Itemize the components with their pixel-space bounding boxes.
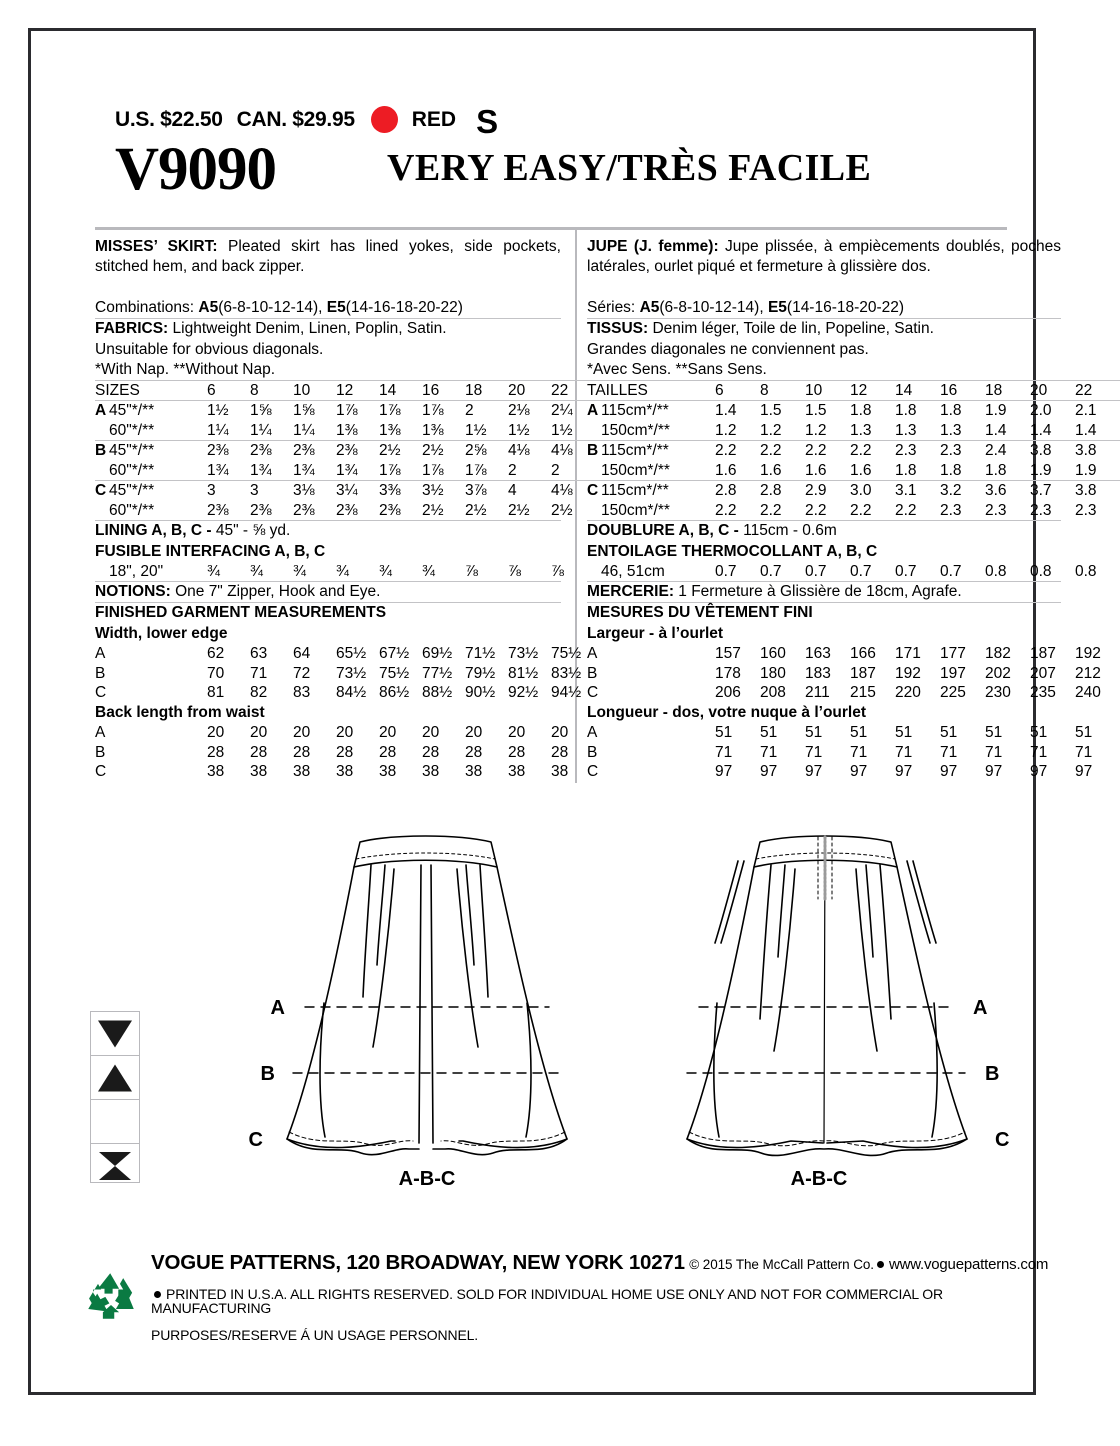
table-row: B 115cm*/** 2.2 2.2 2.2 2.2 2.3 2.3 2.4 3.8 3.8 — [587, 441, 1120, 461]
front-label-c: C — [248, 1129, 263, 1151]
fabric-width: 150cm*/** — [601, 421, 670, 439]
back-label-a: A — [973, 997, 988, 1019]
english-sizes-label: SIZES — [95, 380, 207, 401]
legal-text-1: PRINTED IN U.S.A. ALL RIGHTS RESERVED. SOLD FOR INDIVIDUAL HOME USE ONLY AND NOT FOR COMMERCIAL OR MANUFACTURING — [151, 1285, 943, 1316]
french-interfacing-label: ENTOILAGE THERMOCOLLANT A, B, C — [587, 542, 878, 560]
french-description-label: JUPE (J. femme): — [587, 238, 719, 255]
difficulty-cell-3 — [91, 1100, 139, 1144]
view-letter: B — [587, 442, 599, 460]
english-combo-a5-sizes: (6-8-10-12-14), — [218, 299, 327, 317]
english-column — [95, 237, 582, 782]
table-row: 60"*/** 1¾ 1¾ 1¾ 1¾ 1⅞ 1⅞ 1⅞ 2 2 — [109, 461, 560, 479]
triangle-up-icon — [98, 1064, 132, 1091]
table-row: C 81 82 83 84½ 86½ 88½ 90½ 92½ 94½ — [95, 684, 582, 702]
size-col-8: 20 — [1030, 380, 1075, 401]
english-combo-e5-sizes: (14-16-18-20-22) — [345, 299, 463, 317]
size-col-8: 20 — [508, 380, 551, 401]
view-letter: C — [95, 763, 107, 781]
view-letter: A — [95, 402, 107, 420]
price-us: U.S. $22.50 — [115, 107, 223, 131]
french-combinations — [587, 298, 1061, 318]
size-col-6: 16 — [422, 380, 465, 401]
french-notions-label: MERCERIE: — [587, 583, 674, 601]
size-col-1: 6 — [207, 380, 250, 401]
view-letter: A — [95, 723, 106, 741]
fabric-width: 60"*/** — [109, 501, 155, 519]
english-lining — [95, 520, 561, 541]
english-yardage-table — [95, 380, 594, 521]
table-row: A 45"*/** 1½ 1⅝ 1⅝ 1⅞ 1⅞ 1⅞ 2 2⅛ 2¼ — [95, 401, 594, 421]
recycle-icon — [85, 1271, 137, 1321]
size-col-2: 8 — [760, 380, 805, 401]
table-row: B 71 71 71 71 71 71 71 71 71 — [587, 743, 1093, 761]
hourglass-icon — [98, 1151, 132, 1181]
table-row: 60"*/** 1¼ 1¼ 1¼ 1⅜ 1⅜ 1⅜ 1½ 1½ 1½ — [109, 421, 573, 439]
website-url[interactable]: www.voguepatterns.com — [888, 1256, 1049, 1273]
table-row: 150cm*/** 1.2 1.2 1.2 1.3 1.3 1.3 1.4 1.4 1.4 — [601, 421, 1097, 439]
color-dot-icon — [371, 106, 398, 133]
fabric-width: 115cm*/** — [601, 442, 669, 460]
price-line — [115, 103, 499, 140]
size-col-7: 18 — [985, 380, 1030, 401]
french-column — [587, 237, 1101, 782]
table-header-row — [587, 380, 1120, 401]
difficulty-cell-4 — [91, 1144, 139, 1187]
french-finished-label: MESURES DU VÊTEMENT FINI — [587, 602, 1061, 623]
size-col-9: 22 — [551, 380, 594, 401]
size-col-2: 8 — [250, 380, 293, 401]
french-combo-e5-sizes: (14-16-18-20-22) — [786, 299, 905, 317]
fabric-width: 150cm*/** — [601, 501, 670, 519]
table-row: B 45"*/** 2⅜ 2⅜ 2⅜ 2⅜ 2½ 2½ 2⅝ 4⅛ 4⅛ — [95, 441, 594, 461]
fabric-width: 150cm*/** — [601, 461, 670, 479]
table-row: A 62 63 64 65½ 67½ 69½ 71½ 73½ 75½ — [95, 644, 582, 662]
table-row: C 38 38 38 38 38 38 38 38 38 — [95, 763, 569, 781]
english-description — [95, 237, 561, 277]
legal-text-2: PURPOSES/RESERVE Á UN USAGE PERSONNEL. — [151, 1326, 479, 1343]
footer-line-3 — [151, 1328, 1001, 1342]
table-row: A 51 51 51 51 51 51 51 51 51 — [587, 723, 1093, 741]
table-row: 60"*/** 2⅜ 2⅜ 2⅜ 2⅜ 2⅜ 2½ 2½ 2½ 2½ — [109, 501, 573, 519]
french-notions — [587, 581, 1061, 602]
french-width-table — [587, 644, 1120, 703]
view-letter: C — [95, 482, 107, 500]
english-fabrics-text: Lightweight Denim, Linen, Poplin, Satin. — [168, 320, 447, 338]
interfacing-width: 18", 20" — [109, 562, 164, 580]
english-lining-text: 45" - ⅝ yd. — [215, 522, 291, 540]
size-col-5: 14 — [895, 380, 940, 401]
table-row: B 178 180 183 187 192 197 202 207 212 — [587, 664, 1101, 682]
english-lining-label: LINING A, B, C - — [95, 522, 216, 540]
french-lining-text: 115cm - 0.6m — [743, 522, 837, 540]
header-divider — [95, 227, 1007, 230]
view-letter: B — [587, 743, 598, 761]
french-notions-text: 1 Fermeture à Glissière de 18cm, Agrafe. — [673, 583, 962, 601]
table-row: C 206 208 211 215 220 225 230 235 240 — [587, 684, 1101, 702]
french-fabrics-text: Denim léger, Toile de lin, Popeline, Satin. — [648, 320, 934, 338]
french-interfacing-table — [587, 562, 1120, 582]
english-notions-label: NOTIONS: — [95, 583, 171, 601]
fabric-width: 60"*/** — [109, 461, 155, 479]
size-col-4: 12 — [850, 380, 895, 401]
fabric-width: 115cm*/** — [601, 402, 669, 420]
english-combinations — [95, 298, 561, 318]
english-interfacing-table — [95, 562, 594, 582]
fabric-width: 45"*/** — [109, 402, 155, 420]
english-finished-label: FINISHED GARMENT MEASUREMENTS — [95, 602, 561, 623]
table-row: 150cm*/** 2.2 2.2 2.2 2.2 2.2 2.3 2.3 2.3 2.3 — [601, 501, 1097, 519]
english-notions-text: One 7" Zipper, Hook and Eye. — [170, 583, 381, 601]
size-col-1: 6 — [715, 380, 760, 401]
french-length-label: Longueur - dos, votre nuque à l’ourlet — [587, 703, 867, 721]
view-letter: A — [95, 644, 106, 662]
english-fabrics-note: Unsuitable for obvious diagonals. — [95, 340, 324, 358]
french-combo-a5-sizes: (6-8-10-12-14), — [659, 299, 768, 317]
view-letter: C — [587, 684, 599, 702]
fabric-width: 60"*/** — [109, 421, 155, 439]
title-row — [115, 136, 997, 203]
french-combinations-label: Séries: — [587, 299, 640, 317]
table-row: B 28 28 28 28 28 28 28 28 28 — [95, 743, 569, 761]
copyright-notice: © 2015 The McCall Pattern Co. — [689, 1257, 874, 1272]
bullet-dot-icon-2 — [154, 1291, 161, 1298]
front-view-caption: A-B-C — [398, 1168, 456, 1190]
french-lining-label: DOUBLURE A, B, C - — [587, 522, 744, 540]
footer-line-1 — [151, 1251, 1049, 1274]
french-fabrics — [587, 318, 1061, 339]
envelope-inner — [63, 31, 1101, 1392]
size-col-3: 10 — [805, 380, 850, 401]
english-length-table — [95, 723, 594, 782]
company-address: VOGUE PATTERNS, 120 BROADWAY, NEW YORK 10271 — [151, 1251, 685, 1274]
view-letter: B — [95, 664, 106, 682]
french-description — [587, 237, 1061, 277]
size-col-3: 10 — [293, 380, 336, 401]
view-letter: C — [95, 684, 107, 702]
english-width-table — [95, 644, 594, 703]
view-letter: A — [587, 644, 598, 662]
view-letter: A — [587, 723, 598, 741]
french-lining — [587, 520, 1061, 541]
back-view-drawing — [687, 836, 967, 1155]
table-header-row — [95, 380, 594, 401]
table-row: B 70 71 72 73½ 75½ 77½ 79½ 81½ 83½ — [95, 664, 582, 682]
table-row: C 97 97 97 97 97 97 97 97 97 — [587, 763, 1093, 781]
table-row: A 20 20 20 20 20 20 20 20 20 — [95, 723, 569, 741]
size-group-code: S — [476, 103, 499, 140]
size-col-6: 16 — [940, 380, 985, 401]
technical-drawings — [243, 821, 1043, 1221]
table-row: 150cm*/** 1.6 1.6 1.6 1.6 1.8 1.8 1.8 1.9 1.9 — [601, 461, 1097, 479]
french-fabrics-label: TISSUS: — [587, 320, 649, 338]
view-letter: A — [587, 402, 599, 420]
french-combo-e5: E5 — [767, 299, 787, 317]
french-fabrics-note: Grandes diagonales ne conviennent pas. — [587, 340, 869, 358]
view-letter: B — [95, 743, 106, 761]
english-combinations-label: Combinations: — [95, 299, 199, 317]
french-description-text: Jupe plissée, à empiècements doublés, poches latérales, ourlet piqué et fermeture à glissière dos. — [587, 238, 1061, 276]
front-view-drawing — [287, 836, 567, 1155]
english-interfacing-label: FUSIBLE INTERFACING A, B, C — [95, 542, 326, 560]
english-length-label: Back length from waist — [95, 703, 265, 721]
english-description-text: Pleated skirt has lined yokes, side pockets, stitched hem, and back zipper. — [95, 238, 561, 276]
back-label-b: B — [985, 1063, 1000, 1085]
skirt-line-drawings — [243, 821, 1043, 1221]
french-combo-a5: A5 — [639, 299, 660, 317]
english-combo-a5: A5 — [198, 299, 219, 317]
difficulty-cell-1 — [91, 1012, 139, 1056]
price-can: CAN. $29.95 — [236, 107, 355, 131]
size-col-7: 18 — [465, 380, 508, 401]
difficulty-glyph-box — [90, 1011, 140, 1183]
english-fabrics — [95, 318, 561, 339]
french-yardage-table — [587, 380, 1120, 521]
view-letter: B — [587, 664, 598, 682]
footer-text — [151, 1251, 1049, 1343]
footer-line-2 — [151, 1287, 1001, 1315]
pattern-number: V9090 — [115, 136, 277, 203]
english-fabrics-label: FABRICS: — [95, 320, 169, 338]
view-letter: C — [587, 763, 599, 781]
table-row: C 115cm*/** 2.8 2.8 2.9 3.0 3.1 3.2 3.6 3.7 3.8 — [587, 481, 1120, 501]
difficulty-cell-2 — [91, 1056, 139, 1100]
triangle-down-icon — [98, 1020, 132, 1047]
fabric-width: 45"*/** — [109, 482, 155, 500]
french-length-table — [587, 723, 1120, 782]
bullet-dot-icon — [877, 1261, 884, 1268]
front-label-b: B — [260, 1063, 275, 1085]
front-label-a: A — [270, 997, 285, 1019]
table-row: C 45"*/** 3 3 3⅛ 3¼ 3⅜ 3½ 3⅞ 4 4⅛ — [95, 481, 594, 501]
back-label-c: C — [995, 1129, 1010, 1151]
table-row: 18", 20" ¾ ¾ ¾ ¾ ¾ ¾ ⅞ ⅞ ⅞ — [109, 562, 564, 580]
view-letter: B — [95, 442, 107, 460]
pattern-envelope-back — [28, 28, 1101, 1395]
english-width-label: Width, lower edge — [95, 624, 228, 642]
table-row: A 157 160 163 166 171 177 182 187 192 — [587, 644, 1101, 662]
english-notions — [95, 581, 561, 602]
interfacing-width: 46, 51cm — [601, 562, 665, 580]
table-row: A 115cm*/** 1.4 1.5 1.5 1.8 1.8 1.8 1.9 2.0 2.1 — [587, 401, 1120, 421]
size-col-5: 14 — [379, 380, 422, 401]
english-combo-e5: E5 — [326, 299, 346, 317]
size-col-4: 12 — [336, 380, 379, 401]
back-view-caption: A-B-C — [790, 1168, 848, 1190]
difficulty-title: VERY EASY/TRÈS FACILE — [387, 147, 872, 189]
table-row: 46, 51cm 0.7 0.7 0.7 0.7 0.7 0.7 0.8 0.8 0.8 — [601, 562, 1097, 580]
color-name: RED — [411, 107, 457, 131]
fabric-width: 115cm*/** — [601, 482, 669, 500]
english-nap-note: *With Nap. **Without Nap. — [95, 360, 276, 378]
french-nap-note: *Avec Sens. **Sans Sens. — [587, 360, 767, 378]
french-width-label: Largeur - à l’ourlet — [587, 624, 724, 642]
english-description-label: MISSES’ SKIRT: — [95, 238, 218, 255]
fabric-width: 45"*/** — [109, 442, 155, 460]
size-col-9: 22 — [1075, 380, 1120, 401]
french-sizes-label: TAILLES — [587, 380, 715, 401]
view-letter: C — [587, 482, 599, 500]
